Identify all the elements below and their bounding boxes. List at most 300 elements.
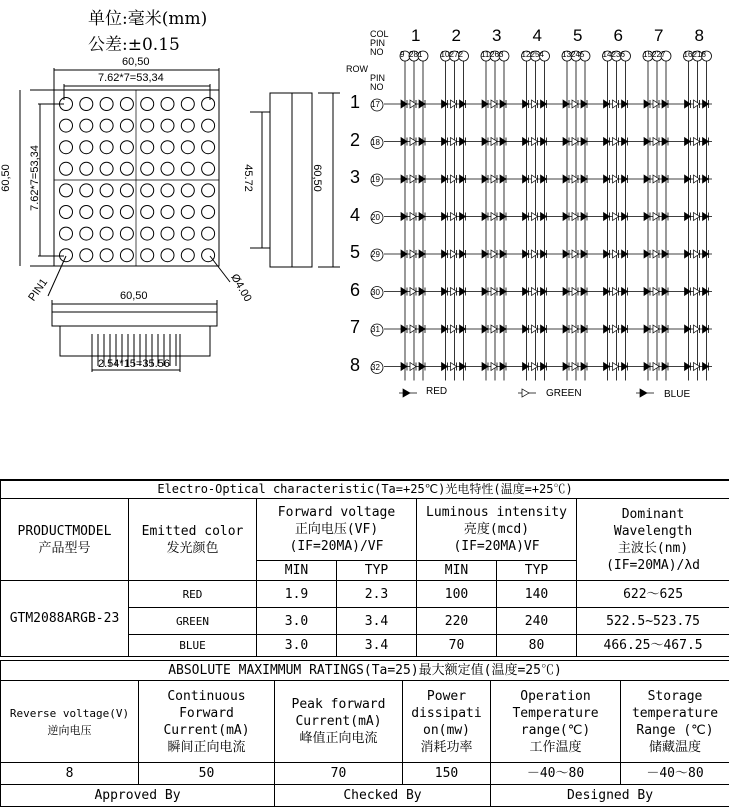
- led-diode: [460, 138, 466, 146]
- led-dot: [100, 98, 113, 111]
- led-diode: [572, 175, 578, 183]
- led-diode: [572, 138, 578, 146]
- led-dot: [100, 249, 113, 262]
- col-pin-number: 27: [449, 50, 459, 59]
- legend-red: RED: [426, 386, 448, 397]
- led-diode: [410, 175, 416, 183]
- led-dot: [80, 98, 93, 111]
- led-diode: [581, 138, 587, 146]
- led-diode: [451, 175, 457, 183]
- led-diode: [622, 250, 628, 258]
- led-diode: [653, 175, 659, 183]
- led-diode: [500, 288, 506, 296]
- led-diode: [500, 250, 506, 258]
- row-vf-typ: 3.4: [337, 608, 417, 635]
- led-diode: [482, 138, 488, 146]
- led-diode: [703, 138, 709, 146]
- led-diode: [451, 288, 457, 296]
- led-diode: [523, 100, 529, 108]
- led-diode: [491, 325, 497, 333]
- row-lum-min: 70: [417, 635, 497, 657]
- led-diode: [500, 363, 506, 371]
- led-diode: [662, 138, 668, 146]
- led-dot: [161, 184, 174, 197]
- led-dot: [60, 249, 73, 262]
- led-diode: [541, 138, 547, 146]
- led-diode: [523, 250, 529, 258]
- led-diode: [662, 250, 668, 258]
- col-pin-number: 24: [571, 50, 580, 59]
- row-lum-typ: 140: [497, 581, 577, 608]
- led-dot: [141, 98, 154, 111]
- led-diode: [662, 363, 668, 371]
- led-diode: [644, 138, 650, 146]
- abs-max-table: [0, 660, 729, 785]
- led-diode: [622, 363, 628, 371]
- abs-title: ABSOLUTE MAXIMMUM RATINGS(Ta=25)最大额定值(温度=25℃): [1, 661, 729, 681]
- led-diode: [604, 288, 610, 296]
- led-diode: [419, 175, 425, 183]
- row-color: BLUE: [129, 635, 257, 657]
- col-pin-number: 22: [652, 50, 661, 59]
- led-diode: [500, 213, 506, 221]
- row-pin-number: 29: [371, 250, 380, 259]
- led-diode: [685, 138, 691, 146]
- led-diode: [532, 250, 538, 258]
- led-diode: [410, 100, 416, 108]
- led-dot: [80, 119, 93, 132]
- led-diode: [451, 250, 457, 258]
- legend-diode: [403, 389, 410, 397]
- led-diode: [563, 175, 569, 183]
- col-number: 2: [451, 26, 461, 45]
- led-diode: [442, 288, 448, 296]
- bottom-pin-dim: 2.54*15=35.56: [98, 358, 170, 370]
- row-lum-min: 220: [417, 608, 497, 635]
- row-vf-min: 1.9: [257, 581, 337, 608]
- led-diode: [703, 363, 709, 371]
- col-pin-number: 7: [661, 50, 666, 59]
- led-diode: [572, 325, 578, 333]
- led-diode: [694, 250, 700, 258]
- led-diode: [541, 325, 547, 333]
- model-cell: GTM2088ARGB-23: [1, 581, 129, 657]
- led-diode: [572, 100, 578, 108]
- led-diode: [581, 325, 587, 333]
- led-diode: [532, 213, 538, 221]
- col-pin-number: 11: [481, 50, 490, 59]
- h-product: PRODUCTMODEL 产品型号: [1, 499, 129, 581]
- side-inner-dim: 45.72: [241, 164, 254, 192]
- row-color: GREEN: [129, 608, 257, 635]
- led-diode: [622, 138, 628, 146]
- led-dot: [100, 206, 113, 219]
- led-diode: [622, 213, 628, 221]
- row-number: 5: [350, 242, 361, 262]
- led-dot: [181, 249, 194, 262]
- led-diode: [703, 325, 709, 333]
- row-lum-typ: 240: [497, 608, 577, 635]
- h-lum-min: MIN: [417, 561, 497, 581]
- led-diode: [401, 175, 407, 183]
- tolerance-note: 公差:±0.15: [88, 35, 180, 55]
- led-diode: [532, 100, 538, 108]
- col-pin-number: 21: [692, 50, 702, 59]
- led-diode: [491, 100, 497, 108]
- col-pin-label: COL PIN NO: [370, 29, 389, 57]
- led-diode: [523, 138, 529, 146]
- side-outer-dim: 60,50: [310, 164, 323, 192]
- led-dot: [181, 206, 194, 219]
- led-diode: [572, 363, 578, 371]
- col-pin-number: 12: [521, 50, 531, 59]
- row-pin-number: 19: [371, 175, 380, 184]
- row-pin-label: PIN NO: [370, 73, 386, 92]
- led-diode: [572, 213, 578, 221]
- row-number: 4: [350, 204, 361, 225]
- led-diode: [460, 288, 466, 296]
- led-diode: [419, 138, 425, 146]
- led-diode: [541, 363, 547, 371]
- led-diode: [563, 363, 569, 371]
- led-diode: [613, 138, 619, 146]
- led-diode: [613, 100, 619, 108]
- col-pin-number: 3: [499, 50, 504, 59]
- led-diode: [694, 213, 700, 221]
- led-diode: [419, 250, 425, 258]
- led-diode: [442, 138, 448, 146]
- led-diode: [563, 288, 569, 296]
- led-dot: [120, 141, 133, 154]
- led-diode: [541, 175, 547, 183]
- led-dot: [141, 227, 154, 240]
- a-peak: Peak forward Current(mA) 峰值正向电流: [275, 681, 403, 763]
- led-diode: [410, 325, 416, 333]
- unit-note: 单位:毫米(mm): [88, 9, 208, 29]
- led-diode: [685, 288, 691, 296]
- led-diode: [442, 250, 448, 258]
- led-dot: [202, 98, 215, 111]
- led-diode: [500, 175, 506, 183]
- led-diode: [622, 100, 628, 108]
- led-diode: [613, 288, 619, 296]
- led-diode: [482, 363, 488, 371]
- led-diode: [451, 213, 457, 221]
- led-diode: [685, 213, 691, 221]
- led-diode: [644, 100, 650, 108]
- led-diode: [644, 175, 650, 183]
- led-dot: [202, 206, 215, 219]
- led-dot: [60, 227, 73, 240]
- led-diode: [581, 175, 587, 183]
- led-diode: [460, 325, 466, 333]
- row-wl: 466.25～467.5: [577, 635, 729, 657]
- led-diode: [442, 363, 448, 371]
- a-st: Storage temperature Range (℃) 储藏温度: [621, 681, 729, 763]
- led-diode: [401, 288, 407, 296]
- led-diode: [401, 100, 407, 108]
- led-diode: [523, 325, 529, 333]
- legend-green: GREEN: [546, 388, 582, 399]
- led-diode: [662, 100, 668, 108]
- schematic-matrix: [371, 51, 712, 397]
- led-dot: [80, 141, 93, 154]
- eo-title: Electro-Optical characteristic(Ta=+25℃)光电特性(温度=+25℃): [1, 481, 729, 499]
- led-diode: [482, 250, 488, 258]
- led-dot: [161, 98, 174, 111]
- led-diode: [523, 288, 529, 296]
- led-diode: [694, 100, 700, 108]
- v-pow: 150: [403, 763, 491, 785]
- led-diode: [419, 288, 425, 296]
- led-diode: [685, 250, 691, 258]
- led-diode: [541, 213, 547, 221]
- led-dot: [60, 141, 73, 154]
- led-diode: [460, 213, 466, 221]
- led-diode: [563, 325, 569, 333]
- led-diode: [482, 325, 488, 333]
- led-diode: [604, 250, 610, 258]
- led-diode: [410, 288, 416, 296]
- led-diode: [685, 100, 691, 108]
- col-number: 8: [694, 26, 704, 45]
- led-diode: [482, 213, 488, 221]
- led-diode: [622, 175, 628, 183]
- h-vf-typ: TYP: [337, 561, 417, 581]
- led-diode: [685, 175, 691, 183]
- led-diode: [541, 288, 547, 296]
- led-diode: [442, 213, 448, 221]
- led-dot: [181, 227, 194, 240]
- a-pow: Power dissipati on(mw) 消耗功率: [403, 681, 491, 763]
- front-height-dim: 60,50: [0, 164, 12, 192]
- led-dot: [141, 206, 154, 219]
- led-diode: [482, 288, 488, 296]
- col-pin-number: 8: [701, 50, 706, 59]
- col-pin-number: 6: [620, 50, 625, 59]
- led-dot: [202, 141, 215, 154]
- led-diode: [460, 100, 466, 108]
- spec-table: [0, 480, 729, 657]
- led-dot: [161, 162, 174, 175]
- led-dot: [120, 249, 133, 262]
- led-dot: [80, 227, 93, 240]
- led-diode: [572, 250, 578, 258]
- row-number: 8: [350, 354, 361, 375]
- led-diode: [644, 213, 650, 221]
- led-diode: [694, 288, 700, 296]
- a-op: Operation Temperature range(℃) 工作温度: [491, 681, 621, 763]
- led-diode: [613, 250, 619, 258]
- led-diode: [653, 325, 659, 333]
- led-diode: [563, 213, 569, 221]
- led-dot: [141, 249, 154, 262]
- led-diode: [703, 100, 709, 108]
- led-dot: [60, 206, 73, 219]
- checked-by: Checked By: [275, 785, 491, 807]
- row-number: 7: [350, 317, 361, 337]
- diameter-label: Ø4.00: [228, 272, 254, 304]
- row-pin-number: 17: [371, 100, 380, 109]
- led-dot: [141, 162, 154, 175]
- col-number: 6: [613, 26, 623, 45]
- led-diode: [410, 250, 416, 258]
- led-diode: [653, 250, 659, 258]
- led-diode: [703, 213, 709, 221]
- led-diode: [401, 363, 407, 371]
- led-diode: [581, 288, 587, 296]
- led-diode: [442, 325, 448, 333]
- led-diode: [500, 138, 506, 146]
- led-dot: [120, 206, 133, 219]
- led-diode: [532, 325, 538, 333]
- v-cont: 50: [139, 763, 275, 785]
- led-diode: [532, 175, 538, 183]
- led-diode: [532, 138, 538, 146]
- led-dot: [100, 119, 113, 132]
- led-dot: [80, 162, 93, 175]
- led-diode: [653, 138, 659, 146]
- bottom-width-dim: 60,50: [120, 290, 148, 302]
- led-dot: [161, 249, 174, 262]
- led-diode: [410, 138, 416, 146]
- col-pin-number: 5: [580, 50, 585, 59]
- led-dot: [141, 119, 154, 132]
- col-pin-number: 23: [611, 50, 621, 59]
- col-number: 7: [654, 26, 664, 45]
- row-vf-min: 3.0: [257, 608, 337, 635]
- led-diode: [653, 288, 659, 296]
- led-diode: [491, 175, 497, 183]
- col-pin-number: 14: [602, 50, 612, 59]
- led-dot: [181, 141, 194, 154]
- col-pin-number: 4: [539, 50, 544, 59]
- led-diode: [401, 213, 407, 221]
- led-diode: [613, 325, 619, 333]
- led-dot: [80, 249, 93, 262]
- led-diode: [613, 175, 619, 183]
- led-diode: [451, 138, 457, 146]
- led-diode: [491, 213, 497, 221]
- v-rev: 8: [1, 763, 139, 785]
- led-diode: [622, 325, 628, 333]
- a-rev: Reverse voltage(V) 逆向电压: [1, 681, 139, 763]
- led-diode: [419, 325, 425, 333]
- signoff-table: [0, 784, 729, 807]
- h-lum-typ: TYP: [497, 561, 577, 581]
- led-dot: [161, 227, 174, 240]
- led-diode: [442, 175, 448, 183]
- col-pin-number: 15: [643, 50, 652, 59]
- col-pin-number: 9: [400, 50, 405, 59]
- led-diode: [491, 138, 497, 146]
- col-pin-number: 1: [418, 50, 423, 59]
- v-op: －40～80: [491, 763, 621, 785]
- led-diode: [523, 363, 529, 371]
- led-dot: [181, 119, 194, 132]
- led-dot: [161, 141, 174, 154]
- led-dot: [120, 227, 133, 240]
- led-diode: [613, 363, 619, 371]
- led-diode: [604, 175, 610, 183]
- led-diode: [410, 363, 416, 371]
- led-dot: [80, 206, 93, 219]
- led-diode: [500, 100, 506, 108]
- designed-by: Designed By: [491, 785, 729, 807]
- led-diode: [581, 363, 587, 371]
- led-diode: [563, 138, 569, 146]
- led-dot-grid: [60, 98, 215, 262]
- led-dot: [202, 119, 215, 132]
- led-diode: [581, 250, 587, 258]
- led-diode: [451, 325, 457, 333]
- led-diode: [419, 363, 425, 371]
- led-diode: [541, 250, 547, 258]
- legend-diode: [640, 389, 647, 397]
- led-diode: [694, 138, 700, 146]
- led-diode: [604, 213, 610, 221]
- led-diode: [563, 100, 569, 108]
- h-dom: Dominant Wavelength 主波长(nm) (IF=20MA)/λd: [577, 499, 729, 581]
- pin1-label: PIN1: [26, 276, 51, 304]
- led-diode: [644, 363, 650, 371]
- led-diode: [653, 100, 659, 108]
- led-diode: [604, 363, 610, 371]
- row-number: 1: [350, 92, 361, 112]
- led-diode: [703, 175, 709, 183]
- led-diode: [442, 100, 448, 108]
- row-number: 6: [350, 279, 361, 300]
- led-diode: [694, 363, 700, 371]
- led-diode: [604, 100, 610, 108]
- led-dot: [141, 184, 154, 197]
- row-vf-min: 3.0: [257, 635, 337, 657]
- row-pin-number: 31: [371, 325, 380, 334]
- led-dot: [202, 162, 215, 175]
- col-pin-number: 13: [562, 50, 571, 59]
- col-pin-number: 16: [683, 50, 693, 59]
- led-dot: [60, 162, 73, 175]
- led-diode: [653, 213, 659, 221]
- led-diode: [491, 363, 497, 371]
- led-diode: [532, 363, 538, 371]
- led-dot: [100, 162, 113, 175]
- led-diode: [491, 288, 497, 296]
- front-pitch-dim: 7.62*7=53,34: [98, 72, 164, 84]
- led-dot: [161, 206, 174, 219]
- led-dot: [100, 227, 113, 240]
- col-number: 4: [532, 26, 542, 45]
- led-diode: [613, 213, 619, 221]
- col-pin-number: 25: [530, 50, 540, 59]
- led-diode: [491, 250, 497, 258]
- led-diode: [451, 100, 457, 108]
- col-number: 5: [573, 26, 583, 45]
- a-cont: Continuous Forward Current(mA) 瞬间正向电流: [139, 681, 275, 763]
- v-peak: 70: [275, 763, 403, 785]
- led-diode: [482, 100, 488, 108]
- led-dot: [100, 184, 113, 197]
- led-diode: [572, 288, 578, 296]
- h-vf: Forward voltage 正向电压(VF) (IF=20MA)/VF: [257, 499, 417, 561]
- led-diode: [563, 250, 569, 258]
- row-pin-number: 32: [371, 362, 380, 372]
- col-pin-number: 26: [490, 50, 499, 59]
- led-diode: [662, 213, 668, 221]
- led-diode: [532, 288, 538, 296]
- led-dot: [161, 119, 174, 132]
- led-diode: [419, 100, 425, 108]
